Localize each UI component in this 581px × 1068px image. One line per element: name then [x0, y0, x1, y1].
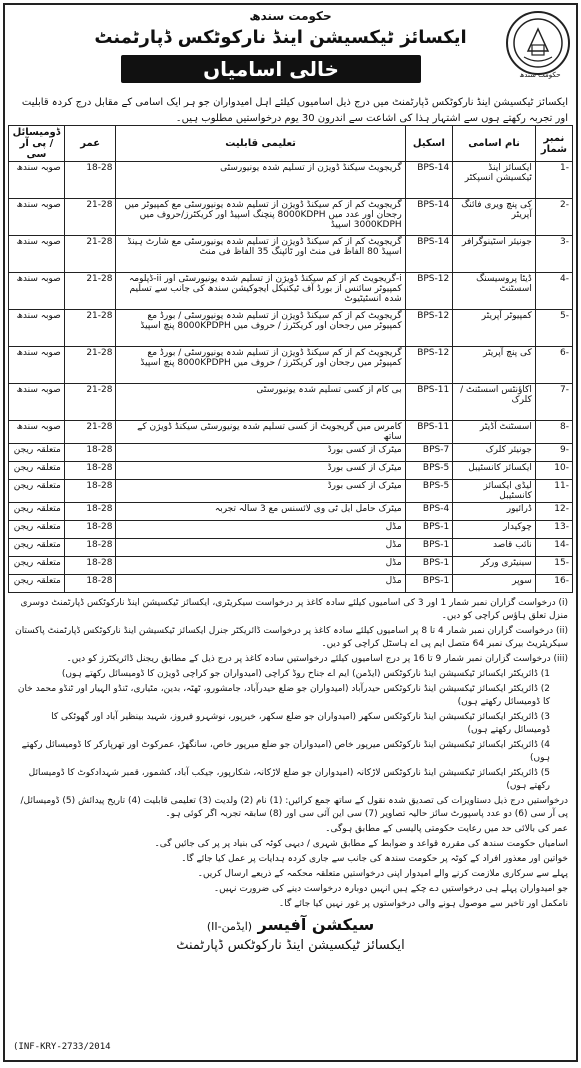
header-qualification: تعلیمی قابلیت — [116, 126, 405, 162]
age-cell: 18-28 — [64, 162, 116, 199]
header-domicile: ڈومیسائل / پی آر سی — [9, 126, 65, 162]
serial-cell: -6 — [535, 347, 572, 384]
scale-cell: BPS-12 — [405, 347, 453, 384]
note-item: نامکمل اور تاخیر سے موصول ہونے والی درخواستوں پر غور نہیں کیا جائے گا۔ — [278, 899, 568, 909]
table-row — [9, 462, 573, 480]
qualification-cell: مڈل — [116, 521, 405, 539]
serial-cell: -11 — [535, 480, 572, 503]
post-cell: کمپیوٹر آپریٹر — [453, 310, 536, 347]
domicile-cell: متعلقہ ریجن — [9, 480, 65, 503]
note-item: خواتین اور معذور افراد کے کوٹہ پر حکومت سندھ کی جانب سے جاری کردہ ہدایات پر عمل کیا جائے گا۔ — [181, 854, 568, 864]
age-cell: 21-28 — [64, 273, 116, 310]
scale-cell: BPS-1 — [405, 539, 453, 557]
serial-cell: -3 — [535, 236, 572, 273]
post-cell: اسسٹنٹ آڈیٹر — [453, 421, 536, 444]
serial-cell: -8 — [535, 421, 572, 444]
serial-cell: -13 — [535, 521, 572, 539]
domicile-cell: صوبہ سندھ — [9, 162, 65, 199]
scale-cell: BPS-12 — [405, 310, 453, 347]
qualification-cell: گریجویٹ کم از کم سیکنڈ ڈویژن از تسلیم شدہ یونیورسٹی مع کمپیوٹر میں رجحان اور عدد میں 8000KDPH پنچنگ اسپیڈ اور کریکٹرز/حروف میں 3000KDPH اسپیڈ — [116, 199, 405, 236]
scale-cell: BPS-5 — [405, 462, 453, 480]
qualification-cell: بی کام از کسی تسلیم شدہ یونیورسٹی — [116, 384, 405, 421]
emblem-caption: حکومت سندھ — [519, 71, 561, 79]
qualification-cell: i-گریجویٹ کم از کم سیکنڈ ڈویژن از تسلیم شدہ یونیورسٹی اور ii-ڈپلومہ کمپیوٹر سائنس از بورڈ آف ٹیکنیکل ایجوکیشن سندھ کی جانب سے تسلیم شدہ انسٹیٹیوٹ — [116, 273, 405, 310]
post-cell: ایکسائز اینڈ ٹیکسیشن انسپکٹر — [453, 162, 536, 199]
table-row — [9, 273, 573, 310]
domicile-cell: متعلقہ ریجن — [9, 462, 65, 480]
header-age: عمر — [64, 126, 116, 162]
scale-cell: BPS-12 — [405, 273, 453, 310]
age-cell: 18-28 — [64, 539, 116, 557]
scale-cell: BPS-14 — [405, 162, 453, 199]
domicile-cell: متعلقہ ریجن — [9, 557, 65, 575]
post-cell: ڈرائیور — [453, 503, 536, 521]
note-item: 3) ڈائریکٹر ایکسائز ٹیکسیشن اینڈ نارکوٹکس سکھر (امیدواران جو ضلع سکھر، خیرپور، نوشہرو فیروز، شہید بینظیر آباد اور گھوٹکی کا ڈومیسائل رکھتے ہوں) — [51, 712, 550, 735]
note-item: 2) ڈائریکٹر ایکسائز ٹیکسیشن اینڈ نارکوٹکس حیدرآباد (امیدواران جو ضلع حیدرآباد، جامشورو، ٹھٹہ، بدین، مٹیاری، ٹنڈو الہیار اور ٹنڈو محمد خان کا ڈومیسائل رکھتے ہوں) — [17, 684, 550, 707]
serial-cell: -10 — [535, 462, 572, 480]
qualification-cell: گریجویٹ کم از کم سیکنڈ ڈویژن از تسلیم شدہ یونیورسٹی / بورڈ مع کمپیوٹر میں رجحان اور کریکٹرز / حروف میں 8000KPDPH پنچ اسپیڈ — [116, 347, 405, 384]
vacancies-table — [8, 125, 573, 593]
domicile-cell: متعلقہ ریجن — [9, 575, 65, 593]
post-cell: چوکیدار — [453, 521, 536, 539]
table-row — [9, 199, 573, 236]
domicile-cell: صوبہ سندھ — [9, 199, 65, 236]
qualification-cell: میٹرک از کسی بورڈ — [116, 444, 405, 462]
serial-cell: -12 — [535, 503, 572, 521]
table-header-row — [9, 126, 573, 162]
domicile-cell: صوبہ سندھ — [9, 347, 65, 384]
post-cell: کی پنچ آپریٹر — [453, 347, 536, 384]
table-row — [9, 521, 573, 539]
qualification-cell: گریجویٹ سیکنڈ ڈویژن از تسلیم شدہ یونیورسٹی — [116, 162, 405, 199]
age-cell: 18-28 — [64, 444, 116, 462]
age-cell: 18-28 — [64, 462, 116, 480]
post-cell: اکاؤنٹس اسسٹنٹ / کلرک — [453, 384, 536, 421]
table-row — [9, 347, 573, 384]
domicile-cell: متعلقہ ریجن — [9, 521, 65, 539]
serial-cell: -16 — [535, 575, 572, 593]
serial-cell: -1 — [535, 162, 572, 199]
note-item: (ii) درخواست گزاران نمبر شمار 4 تا 8 پر اسامیوں کیلئے سادہ کاغذ پر درخواست ڈائریکٹر جنرل ایکسائز ٹیکسیشن اینڈ نارکوٹکس ڈپارٹمنٹ پاکستان سیکریٹریٹ بیرک نمبر 64 متصل ایم پی اے ہاسٹل کراچی کو دیں۔ — [15, 626, 568, 649]
note-item: (i) درخواست گزاران نمبر شمار 1 اور 3 کی اسامیوں کیلئے سادہ کاغذ پر درخواست سیکریٹری، ایکسائز ٹیکسیشن اینڈ نارکوٹکس ڈپارٹمنٹ دوسری منزل تعلق ہاؤس کراچی کو دیں۔ — [20, 598, 568, 621]
scale-cell: BPS-11 — [405, 384, 453, 421]
post-cell: لیڈی ایکسائز کانسٹیبل — [453, 480, 536, 503]
scale-cell: BPS-4 — [405, 503, 453, 521]
post-cell: سوپر — [453, 575, 536, 593]
age-cell: 21-28 — [64, 384, 116, 421]
signature-department: ایکسائز ٹیکسیشن اینڈ نارکوٹکس ڈپارٹمنٹ — [176, 938, 405, 953]
post-cell: نائب قاصد — [453, 539, 536, 557]
scale-cell: BPS-1 — [405, 575, 453, 593]
post-cell: جونیئر اسٹینوگرافر — [453, 236, 536, 273]
note-item: 4) ڈائریکٹر ایکسائز ٹیکسیشن اینڈ نارکوٹکس میرپور خاص (امیدواران جو ضلع میرپور خاص، سانگھڑ، عمرکوٹ اور تھرپارکر کا ڈومیسائل رکھتے ہوں) — [21, 740, 550, 763]
qualification-cell: میٹرک از کسی بورڈ — [116, 480, 405, 503]
scale-cell: BPS-5 — [405, 480, 453, 503]
age-cell: 21-28 — [64, 347, 116, 384]
qualification-cell: مڈل — [116, 557, 405, 575]
post-cell: جونیئر کلرک — [453, 444, 536, 462]
header — [5, 5, 576, 91]
age-cell: 21-28 — [64, 421, 116, 444]
table-row — [9, 310, 573, 347]
reference-number: (INF-KRY-2733/2014 — [13, 1042, 111, 1052]
age-cell: 18-28 — [64, 575, 116, 593]
header-serial: نمبر شمار — [535, 126, 572, 162]
table-row — [9, 557, 573, 575]
note-item: درخواستیں درج ذیل دستاویزات کی تصدیق شدہ نقول کے ساتھ جمع کرائیں: (1) نام (2) ولدیت (3) تعلیمی قابلیت (4) تاریخ پیدائش (5) ڈومیسائل/ پی آر سی (6) دو عدد پاسپورٹ سائز حالیہ تصاویر (7) سی این آئی سی اور (8) سابقہ تجربہ اگر کوئی ہو۔ — [20, 796, 568, 819]
note-item: اسامیاں حکومت سندھ کی مقررہ قواعد و ضوابط کے مطابق شہری / دیہی کوٹہ کی بنیاد پر پر کی جائیں گی۔ — [154, 839, 568, 849]
age-cell: 21-28 — [64, 199, 116, 236]
government-title: حکومت سندھ — [249, 9, 332, 23]
qualification-cell: کامرس میں گریجویٹ از کسی تسلیم شدہ یونیورسٹی سیکنڈ ڈویژن کے ساتھ — [116, 421, 405, 444]
domicile-cell: صوبہ سندھ — [9, 310, 65, 347]
qualification-cell: گریجویٹ کم از کم سیکنڈ ڈویژن از تسلیم شدہ یونیورسٹی مع شارٹ ہینڈ اسپیڈ 80 الفاظ فی منٹ اور ٹائپنگ 35 الفاظ فی منٹ — [116, 236, 405, 273]
serial-cell: -14 — [535, 539, 572, 557]
domicile-cell: صوبہ سندھ — [9, 236, 65, 273]
qualification-cell: میٹرک از کسی بورڈ — [116, 462, 405, 480]
table-row — [9, 162, 573, 199]
age-cell: 18-28 — [64, 480, 116, 503]
table-row — [9, 444, 573, 462]
note-item: جو امیدواران پہلے ہی درخواستیں دے چکے ہیں انہیں دوبارہ درخواست دینے کی ضرورت نہیں۔ — [213, 884, 568, 894]
domicile-cell: متعلقہ ریجن — [9, 503, 65, 521]
qualification-cell: مڈل — [116, 539, 405, 557]
scale-cell: BPS-1 — [405, 557, 453, 575]
age-cell: 18-28 — [64, 557, 116, 575]
intro-text: ایکسائز ٹیکسیشن اینڈ نارکوٹکس ڈپارٹمنٹ میں درج ذیل اسامیوں کیلئے اہل امیدواران جو ہر ایک اسامی کے مقابل درج کردہ قابلیت اور تجربہ رکھتے ہوں سے اشتہار ہذا کی اشاعت سے اندرون 30 یوم درخواستیں مطلوب ہیں۔ — [21, 97, 568, 124]
table-row — [9, 384, 573, 421]
post-cell: ایکسائز کانسٹیبل — [453, 462, 536, 480]
serial-cell: -4 — [535, 273, 572, 310]
serial-cell: -9 — [535, 444, 572, 462]
note-item: 5) ڈائریکٹر ایکسائز ٹیکسیشن اینڈ نارکوٹکس لاڑکانہ (امیدواران جو ضلع لاڑکانہ، شکارپور، جیکب آباد، کشمور، قمبر شہدادکوٹ کا ڈومیسائل رکھتے ہوں) — [28, 768, 550, 791]
signature-role: سیکشن آفیسر — [257, 915, 375, 934]
scale-cell: BPS-14 — [405, 236, 453, 273]
vacancies-banner: خالی اسامیاں — [121, 55, 421, 83]
domicile-cell: صوبہ سندھ — [9, 421, 65, 444]
header-post: نام اسامی — [453, 126, 536, 162]
signature-title — [5, 915, 576, 934]
serial-cell: -2 — [535, 199, 572, 236]
age-cell: 21-28 — [64, 310, 116, 347]
qualification-cell: گریجویٹ کم از کم سیکنڈ ڈویژن از تسلیم شدہ یونیورسٹی / بورڈ مع کمپیوٹر میں رجحان اور کریکٹرز / حروف میں 8000KPDPH پنچ اسپیڈ — [116, 310, 405, 347]
department-title: ایکسائز ٹیکسیشن اینڈ نارکوٹکس ڈپارٹمنٹ — [94, 27, 467, 48]
table-row — [9, 539, 573, 557]
table-row — [9, 480, 573, 503]
table-row — [9, 421, 573, 444]
domicile-cell: صوبہ سندھ — [9, 273, 65, 310]
table-row — [9, 575, 573, 593]
signature-subtitle: (ایڈمن-II) — [206, 920, 253, 933]
qualification-cell: میٹرک حامل ایل ٹی وی لائسنس مع 3 سالہ تجربہ — [116, 503, 405, 521]
scale-cell: BPS-1 — [405, 521, 453, 539]
header-scale: اسکیل — [405, 126, 453, 162]
post-cell: کی پنچ ویری فائنگ آپریٹر — [453, 199, 536, 236]
serial-cell: -15 — [535, 557, 572, 575]
note-item: عمر کی بالائی حد میں رعایت حکومتی پالیسی کے مطابق ہوگی۔ — [325, 824, 568, 834]
note-item: پہلے سے سرکاری ملازمت کرنے والے امیدوار اپنی درخواستیں متعلقہ محکمہ کے ذریعے ارسال کریں۔ — [197, 869, 568, 879]
note-item: 1) ڈائریکٹر ایکسائز ٹیکسیشن اینڈ نارکوٹکس (ایڈمن) ایم اے جناح روڈ کراچی (امیدواران جو کراچی ڈویژن کا ڈومیسائل رکھتے ہوں) — [61, 669, 550, 679]
age-cell: 18-28 — [64, 503, 116, 521]
serial-cell: -5 — [535, 310, 572, 347]
table-row — [9, 503, 573, 521]
age-cell: 21-28 — [64, 236, 116, 273]
notes-section — [5, 593, 576, 911]
post-cell: ڈیٹا پروسیسنگ اسسٹنٹ — [453, 273, 536, 310]
note-item: (iii) درخواست گزاران نمبر شمار 9 تا 16 پر درج اسامیوں کیلئے درخواستیں سادہ کاغذ پر درج ذیل کے مطابق ریجنل ڈائریکٹرز کو دیں۔ — [66, 654, 568, 664]
scale-cell: BPS-11 — [405, 421, 453, 444]
domicile-cell: صوبہ سندھ — [9, 384, 65, 421]
domicile-cell: متعلقہ ریجن — [9, 539, 65, 557]
serial-cell: -7 — [535, 384, 572, 421]
table-row — [9, 236, 573, 273]
advertisement — [3, 3, 578, 1062]
scale-cell: BPS-7 — [405, 444, 453, 462]
scale-cell: BPS-14 — [405, 199, 453, 236]
domicile-cell: متعلقہ ریجن — [9, 444, 65, 462]
post-cell: سینیٹری ورکر — [453, 557, 536, 575]
qualification-cell: مڈل — [116, 575, 405, 593]
age-cell: 18-28 — [64, 521, 116, 539]
